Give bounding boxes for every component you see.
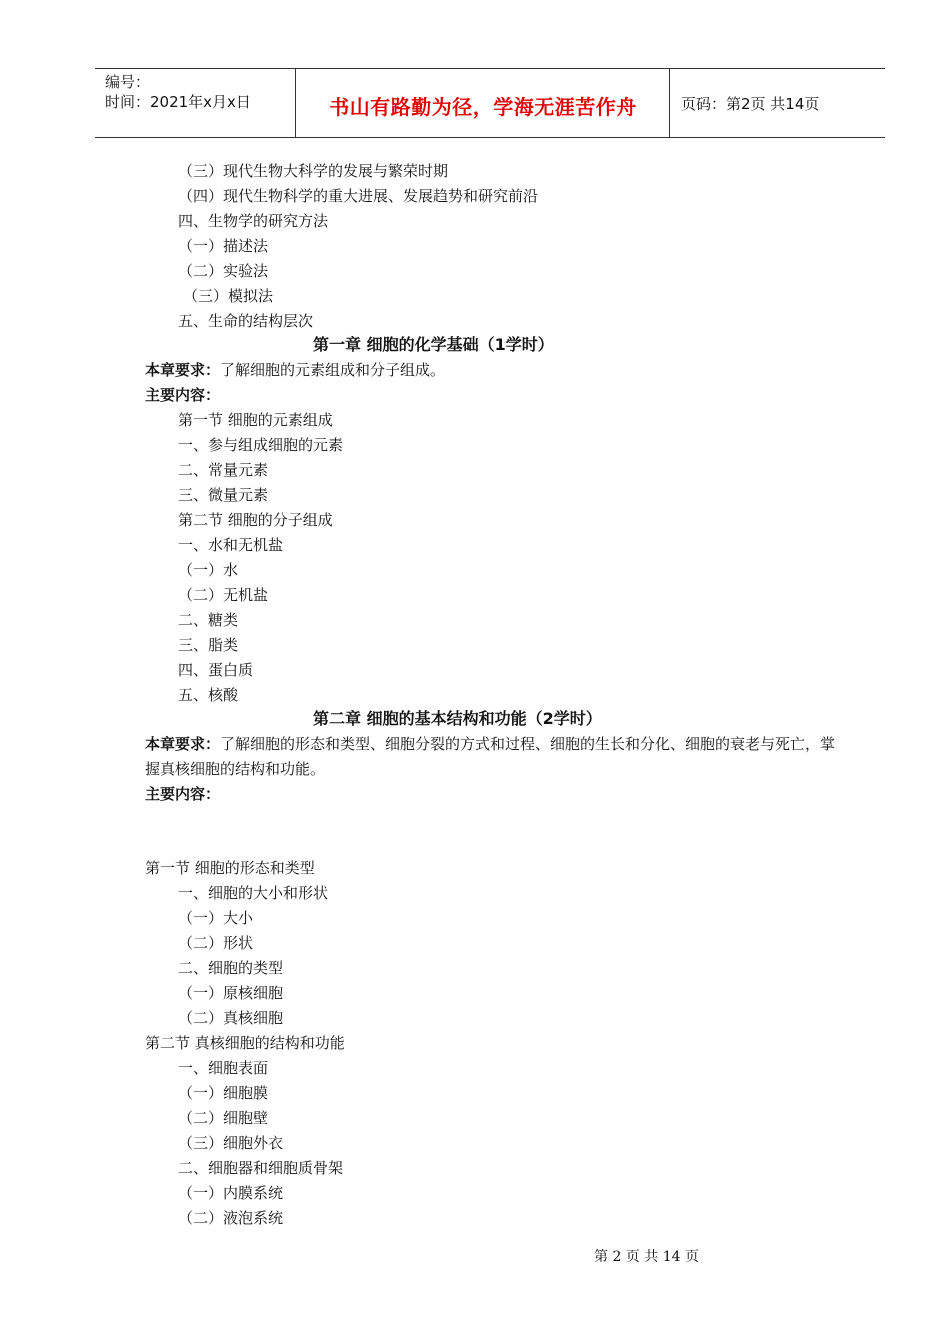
requirements-label: 本章要求： — [145, 361, 221, 379]
header-motto-cell — [297, 69, 670, 137]
outline-item: 第一节 细胞的元素组成 — [178, 411, 333, 429]
outline-item: （一）水 — [178, 561, 239, 579]
outline-item: （三）细胞外衣 — [178, 1134, 284, 1152]
chapter-requirements — [145, 732, 845, 782]
outline-item: 二、细胞器和细胞质骨架 — [178, 1159, 344, 1177]
header-page-cell — [671, 69, 885, 137]
outline-item: （二）形状 — [178, 934, 254, 952]
outline-item: 一、细胞表面 — [178, 1059, 269, 1077]
outline-item: （二）无机盐 — [178, 586, 269, 604]
outline-item: （二）真核细胞 — [178, 1009, 284, 1027]
outline-item: （四）现代生物科学的重大进展、发展趋势和研究前沿 — [178, 187, 539, 205]
outline-item: 一、细胞的大小和形状 — [178, 884, 329, 902]
chapter-title: 第一章 细胞的化学基础（1学时） — [313, 335, 554, 354]
outline-item: 第一节 细胞的形态和类型 — [145, 859, 315, 877]
outline-item: 第二节 细胞的分子组成 — [178, 511, 333, 529]
outline-item: （二）细胞壁 — [178, 1109, 269, 1127]
outline-item: 一、水和无机盐 — [178, 536, 284, 554]
outline-item: 第二节 真核细胞的结构和功能 — [145, 1034, 345, 1052]
chapter-title: 第二章 细胞的基本结构和功能（2学时） — [313, 709, 602, 728]
outline-item: （一）描述法 — [178, 237, 269, 255]
outline-item: 三、脂类 — [178, 636, 239, 654]
outline-item: 一、参与组成细胞的元素 — [178, 436, 344, 454]
outline-item: 二、常量元素 — [178, 461, 269, 479]
outline-item: 二、细胞的类型 — [178, 959, 284, 977]
header-meta-cell — [95, 69, 296, 137]
outline-item: （一）内膜系统 — [178, 1184, 284, 1202]
chapter-requirements — [145, 358, 845, 383]
motto-text: 书山有路勤为径，学海无涯苦作舟 — [329, 95, 637, 119]
outline-item: （一）大小 — [178, 909, 254, 927]
content-label: 主要内容： — [145, 785, 221, 803]
outline-item: （三）模拟法 — [183, 287, 274, 305]
page-info: 页码：第2页 共14页 — [681, 95, 820, 113]
outline-item: 五、核酸 — [178, 686, 239, 704]
outline-item: （二）液泡系统 — [178, 1209, 284, 1227]
outline-item: 三、微量元素 — [178, 486, 269, 504]
requirements-text: 了解细胞的形态和类型、细胞分裂的方式和过程、细胞的生长和分化、细胞的衰老与死亡，掌握真核细胞的结构和功能。 — [145, 735, 836, 778]
content-label: 主要内容： — [145, 386, 221, 404]
page-header — [95, 68, 885, 138]
outline-item: （二）实验法 — [178, 262, 269, 280]
requirements-label: 本章要求： — [145, 735, 221, 753]
outline-item: 四、蛋白质 — [178, 661, 254, 679]
outline-item: （一）细胞膜 — [178, 1084, 269, 1102]
outline-item: 二、糖类 — [178, 611, 239, 629]
outline-item: （三）现代生物大科学的发展与繁荣时期 — [178, 162, 449, 180]
outline-item: （一）原核细胞 — [178, 984, 284, 1002]
page-footer: 第 2 页 共 14 页 — [594, 1249, 699, 1265]
outline-item: 四、生物学的研究方法 — [178, 212, 329, 230]
number-label: 编号： — [105, 73, 151, 91]
outline-item: 五、生命的结构层次 — [178, 312, 314, 330]
requirements-text: 了解细胞的元素组成和分子组成。 — [220, 361, 446, 379]
time-label: 时间：2021年x月x日 — [105, 93, 251, 111]
